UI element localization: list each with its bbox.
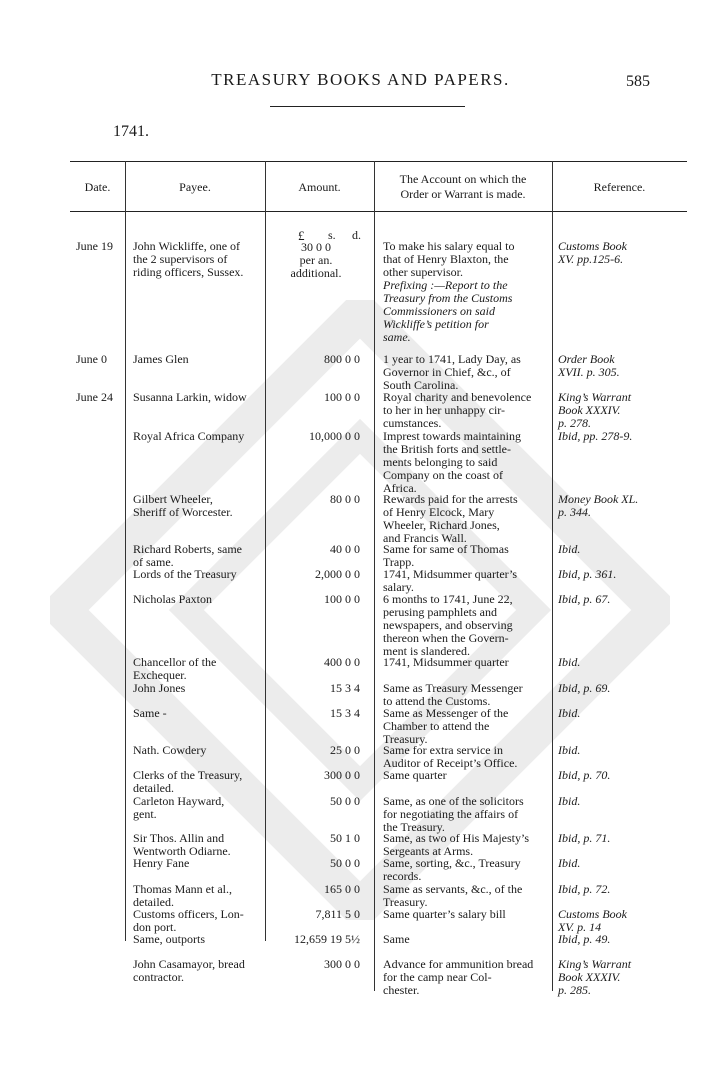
entry-account-line: To make his salary equal to	[383, 239, 515, 253]
entry-payee-line: John Casamayor, bread	[133, 957, 245, 971]
entry-payee-line: don port.	[133, 920, 177, 934]
entry-reference	[558, 744, 580, 757]
entry-reference	[558, 240, 627, 266]
entry-payee	[133, 795, 224, 821]
entry-account-line: Trapp.	[383, 555, 415, 569]
entry-account	[383, 744, 517, 770]
entry-amount-line: 50 0 0	[330, 794, 360, 808]
entry-payee-line: gent.	[133, 807, 157, 821]
entry-reference-line: King’s Warrant	[558, 957, 632, 971]
entry-payee	[133, 908, 244, 934]
entry-payee-line: Same, outports	[133, 932, 205, 946]
entry-payee-line: Thomas Mann et al.,	[133, 882, 232, 896]
entry-reference	[558, 795, 580, 808]
entry-payee	[133, 769, 242, 795]
entry-amount-line: per an.	[299, 253, 333, 267]
entry-amount-line: 50 0 0	[330, 856, 360, 870]
entry-reference-line: Ibid, pp. 278-9.	[558, 429, 633, 443]
entry-amount	[272, 656, 360, 669]
entry-account-line: Same for same of Thomas	[383, 542, 509, 556]
entry-amount	[272, 933, 360, 946]
entry-reference	[558, 883, 610, 896]
entry-account-line: ment is slandered.	[383, 644, 470, 658]
entry-amount-line: 40 0 0	[330, 542, 360, 556]
entry-reference-line: Ibid, p. 69.	[558, 681, 611, 695]
entry-amount	[272, 593, 360, 606]
entry-reference-line: p. 278.	[558, 416, 591, 430]
entry-reference	[558, 391, 631, 430]
entry-amount-line: 2,000 0 0	[315, 567, 360, 581]
entry-account	[383, 593, 513, 658]
entry-reference	[558, 568, 616, 581]
entry-account-line: records.	[383, 869, 422, 883]
entry-account-line: the Treasury.	[383, 820, 445, 834]
entry-account-line: Rewards paid for the arrests	[383, 492, 518, 506]
entry-account-line: Same, as one of the solicitors	[383, 794, 524, 808]
entry-account-line: thereon when the Govern-	[383, 631, 509, 645]
entry-amount	[272, 958, 360, 971]
entry-payee-line: Gilbert Wheeler,	[133, 492, 213, 506]
entry-note-line: Prefixing :—Report to the	[383, 278, 508, 292]
entry-reference	[558, 908, 627, 934]
entry-reference-line: Ibid, p. 71.	[558, 831, 611, 845]
entry-reference-line: King’s Warrant	[558, 390, 632, 404]
entry-account	[383, 795, 524, 834]
entry-reference-line: p. 285.	[558, 983, 591, 997]
entry-payee-line: John Wickliffe, one of	[133, 239, 241, 253]
entry-account-line: perusing pamphlets and	[383, 605, 497, 619]
entry-amount-line: 800 0 0	[324, 352, 360, 366]
entry-account-line: Same	[383, 932, 410, 946]
entry-payee	[133, 883, 232, 909]
entry-note	[383, 279, 512, 344]
entry-amount-line: 300 0 0	[324, 768, 360, 782]
entry-account-line: Treasury.	[383, 895, 428, 909]
entry-account	[383, 707, 508, 746]
entry-account-line: Advance for ammunition bread	[383, 957, 534, 971]
entry-reference-line: Ibid, p. 361.	[558, 567, 617, 581]
entry-amount	[272, 430, 360, 443]
entry-date: June 0	[76, 352, 107, 366]
entry-amount	[272, 543, 360, 556]
entry-payee-line: Nath. Cowdery	[133, 743, 207, 757]
entry-account-line: Imprest towards maintaining	[383, 429, 521, 443]
entry-account-line: chester.	[383, 983, 420, 997]
entry-account	[383, 883, 522, 909]
entry-reference	[558, 353, 620, 379]
entry-amount	[272, 682, 360, 695]
entry-account-line: Same as Messenger of the	[383, 706, 509, 720]
entry-reference-line: Book XXXIV.	[558, 970, 621, 984]
table-header-rule	[70, 211, 687, 212]
entry-payee-line: Customs officers, Lon-	[133, 907, 244, 921]
entry-account-line: for negotiating the affairs of	[383, 807, 519, 821]
entry-date: June 19	[76, 239, 113, 253]
entry-amount-line: 400 0 0	[324, 655, 360, 669]
entry-account-line: for the camp near Col-	[383, 970, 492, 984]
entry-amount-line: 100 0 0	[324, 390, 360, 404]
entry-account-line: Chamber to attend the	[383, 719, 490, 733]
entry-account-line: Same, sorting, &c., Treasury	[383, 856, 521, 870]
entry-payee	[133, 493, 233, 519]
column-header-amount: Amount.	[298, 180, 341, 194]
column-divider	[552, 161, 553, 991]
entry-account-line: Sergeants at Arms.	[383, 844, 474, 858]
entry-account-line: Same quarter	[383, 768, 447, 782]
entry-amount	[272, 795, 360, 808]
entry-amount	[272, 391, 360, 404]
entry-reference	[558, 656, 580, 669]
entry-payee	[133, 832, 231, 858]
entry-amount	[272, 493, 360, 506]
entry-amount	[272, 241, 360, 280]
entry-payee	[133, 391, 247, 404]
entry-amount	[272, 707, 360, 720]
entry-account-line: to her in her unhappy cir-	[383, 403, 506, 417]
entry-account-line: Wheeler, Richard Jones,	[383, 518, 500, 532]
entry-account	[383, 832, 529, 858]
entry-reference-line: XVII. p. 305.	[558, 365, 620, 379]
entry-account-line: Africa.	[383, 481, 417, 495]
entry-account	[383, 933, 410, 946]
entry-account-line: of Henry Elcock, Mary	[383, 505, 495, 519]
entry-account-line: 1 year to 1741, Lady Day, as	[383, 352, 521, 366]
entry-account	[383, 240, 514, 279]
entry-payee-line: James Glen	[133, 352, 189, 366]
entry-payee-line: Exchequer.	[133, 668, 187, 682]
entry-amount	[272, 883, 360, 896]
entry-payee-line: Henry Fane	[133, 856, 190, 870]
entry-account	[383, 656, 509, 669]
entry-amount-line: 7,811 5 0	[315, 907, 360, 921]
entry-account	[383, 543, 509, 569]
entry-account-line: Same, as two of His Majesty’s	[383, 831, 529, 845]
entry-payee-line: Wentworth Odiarne.	[133, 844, 231, 858]
entry-payee	[133, 543, 242, 569]
entry-reference	[558, 593, 610, 606]
entry-payee	[133, 568, 237, 581]
entry-payee-line: contractor.	[133, 970, 184, 984]
entry-payee	[133, 656, 216, 682]
entry-account-line: South Carolina.	[383, 378, 459, 392]
entry-payee-line: detailed.	[133, 781, 174, 795]
entry-reference	[558, 958, 631, 997]
entry-reference-line: Book XXXIV.	[558, 403, 621, 417]
entry-account-line: 1741, Midsummer quarter’s	[383, 567, 518, 581]
entry-account-line: 1741, Midsummer quarter	[383, 655, 509, 669]
entry-account-line: that of Henry Blaxton, the	[383, 252, 509, 266]
entry-reference-line: Ibid.	[558, 743, 581, 757]
entry-payee-line: Nicholas Paxton	[133, 592, 212, 606]
entry-payee-line: Chancellor of the	[133, 655, 217, 669]
column-header-payee: Payee.	[179, 180, 211, 194]
entry-payee-line: the 2 supervisors of	[133, 252, 228, 266]
entry-account-line: Auditor of Receipt’s Office.	[383, 756, 518, 770]
entry-amount-line: 300 0 0	[324, 957, 360, 971]
entry-account	[383, 769, 447, 782]
entry-account-line: Same for extra service in	[383, 743, 503, 757]
entry-account	[383, 857, 521, 883]
entry-amount-line: 15 3 4	[330, 706, 360, 720]
entry-amount	[272, 908, 360, 921]
entry-account-line: Same as Treasury Messenger	[383, 681, 523, 695]
entry-reference-line: Ibid.	[558, 542, 581, 556]
entry-reference	[558, 430, 632, 443]
entry-reference	[558, 769, 610, 782]
entry-account-line: Treasury.	[383, 732, 428, 746]
page-number: 585	[626, 73, 650, 90]
entry-payee	[133, 682, 185, 695]
entry-date: June 24	[76, 390, 113, 404]
entry-payee	[133, 353, 189, 366]
entry-payee	[133, 593, 212, 606]
entry-account	[383, 568, 517, 594]
entry-reference	[558, 933, 610, 946]
entry-payee-line: John Jones	[133, 681, 186, 695]
entry-reference-line: Customs Book	[558, 907, 627, 921]
entry-payee-line: riding officers, Sussex.	[133, 265, 244, 279]
entry-reference-line: Ibid, p. 72.	[558, 882, 611, 896]
entry-account-line: other supervisor.	[383, 265, 463, 279]
entry-amount-line: 165 0 0	[324, 882, 360, 896]
entry-account-line: newspapers, and observing	[383, 618, 513, 632]
entry-reference	[558, 543, 580, 556]
entry-payee-line: Richard Roberts, same	[133, 542, 242, 556]
entry-payee	[133, 430, 244, 443]
column-divider	[125, 161, 126, 941]
entry-account-line: cumstances.	[383, 416, 442, 430]
entry-reference-line: Ibid.	[558, 655, 581, 669]
entry-note-line: Commissioners on said	[383, 304, 496, 318]
entry-account-line: Same as servants, &c., of the	[383, 882, 523, 896]
entry-reference-line: Ibid, p. 67.	[558, 592, 611, 606]
entry-account-line: salary.	[383, 580, 414, 594]
entry-reference-line: Money Book XL.	[558, 492, 639, 506]
entry-payee	[133, 240, 243, 279]
entry-payee-line: Carleton Hayward,	[133, 794, 225, 808]
entry-account	[383, 353, 521, 392]
entry-reference	[558, 682, 610, 695]
entry-amount-line: additional.	[290, 266, 342, 280]
column-header-account	[374, 172, 552, 202]
entry-amount-line: 50 1 0	[330, 831, 360, 845]
entry-reference-line: Ibid, p. 70.	[558, 768, 611, 782]
entry-payee-line: of same.	[133, 555, 174, 569]
column-header-date: Date.	[84, 180, 111, 194]
entry-account	[383, 908, 506, 921]
entry-amount-line: 30 0 0	[301, 240, 331, 254]
entry-account	[383, 391, 531, 430]
entry-note-line: Treasury from the Customs	[383, 291, 513, 305]
entry-note-line: Wickliffe’s petition for	[383, 317, 489, 331]
entry-payee-line: Lords of the Treasury	[133, 567, 237, 581]
entry-payee	[133, 707, 167, 720]
entry-amount	[272, 353, 360, 366]
entry-account	[383, 958, 533, 997]
entry-account	[383, 493, 518, 545]
running-title: TREASURY BOOKS AND PAPERS.	[211, 70, 510, 89]
entry-payee	[133, 958, 245, 984]
entry-account	[383, 682, 523, 708]
entry-reference	[558, 832, 610, 845]
entry-reference-line: Ibid.	[558, 794, 581, 808]
entry-account-line: and Francis Wall.	[383, 531, 467, 545]
entry-reference-line: Order Book	[558, 352, 615, 366]
entry-reference-line: p. 344.	[558, 505, 591, 519]
entry-amount	[272, 832, 360, 845]
entry-reference-line: XV. p. 14	[558, 920, 602, 934]
entry-amount	[272, 769, 360, 782]
entry-payee	[133, 744, 206, 757]
entry-account-line: Royal charity and benevolence	[383, 390, 532, 404]
column-header-account-line1: The Account on which the	[399, 172, 527, 186]
entry-reference-line: Customs Book	[558, 239, 627, 253]
entry-amount-line: 80 0 0	[330, 492, 360, 506]
entry-account-line: the British forts and settle-	[383, 442, 511, 456]
currency-shillings: s.	[328, 228, 336, 242]
entry-reference-line: XV. pp.125-6.	[558, 252, 624, 266]
column-header-reference: Reference.	[593, 180, 646, 194]
entry-payee-line: Same -	[133, 706, 167, 720]
entry-payee-line: Sheriff of Worcester.	[133, 505, 233, 519]
entry-reference-line: Ibid.	[558, 706, 581, 720]
entry-amount-line: 25 0 0	[330, 743, 360, 757]
column-divider	[374, 161, 375, 991]
entry-amount	[272, 568, 360, 581]
entry-amount-line: 100 0 0	[324, 592, 360, 606]
entry-reference	[558, 857, 580, 870]
entry-reference	[558, 707, 580, 720]
entry-reference-line: Ibid, p. 49.	[558, 932, 611, 946]
entry-amount	[272, 857, 360, 870]
entry-account	[383, 430, 521, 495]
entry-amount	[272, 744, 360, 757]
entry-payee	[133, 933, 205, 946]
entry-payee-line: Susanna Larkin, widow	[133, 390, 247, 404]
entry-note-line: same.	[383, 330, 411, 344]
entry-account-line: 6 months to 1741, June 22,	[383, 592, 513, 606]
currency-pounds: £	[298, 228, 305, 243]
column-header-account-line2: Order or Warrant is made.	[400, 187, 526, 201]
entry-payee	[133, 857, 189, 870]
entry-reference	[558, 493, 638, 519]
title-rule	[270, 106, 465, 107]
column-divider	[265, 161, 266, 941]
entry-account-line: Company on the coast of	[383, 468, 503, 482]
entry-account-line: Same quarter’s salary bill	[383, 907, 506, 921]
entry-amount-line: 10,000 0 0	[309, 429, 360, 443]
entry-payee-line: detailed.	[133, 895, 174, 909]
year-heading: 1741.	[113, 123, 149, 140]
entry-amount-line: 12,659 19 5½	[294, 932, 360, 946]
entry-payee-line: Sir Thos. Allin and	[133, 831, 225, 845]
currency-pence: d.	[352, 228, 361, 242]
entry-account-line: to attend the Customs.	[383, 694, 491, 708]
entry-reference-line: Ibid.	[558, 856, 581, 870]
entry-payee-line: Royal Africa Company	[133, 429, 245, 443]
table-top-rule	[70, 161, 687, 162]
entry-payee-line: Clerks of the Treasury,	[133, 768, 243, 782]
entry-amount-line: 15 3 4	[330, 681, 360, 695]
entry-account-line: ments belonging to said	[383, 455, 498, 469]
entry-account-line: Governor in Chief, &c., of	[383, 365, 511, 379]
